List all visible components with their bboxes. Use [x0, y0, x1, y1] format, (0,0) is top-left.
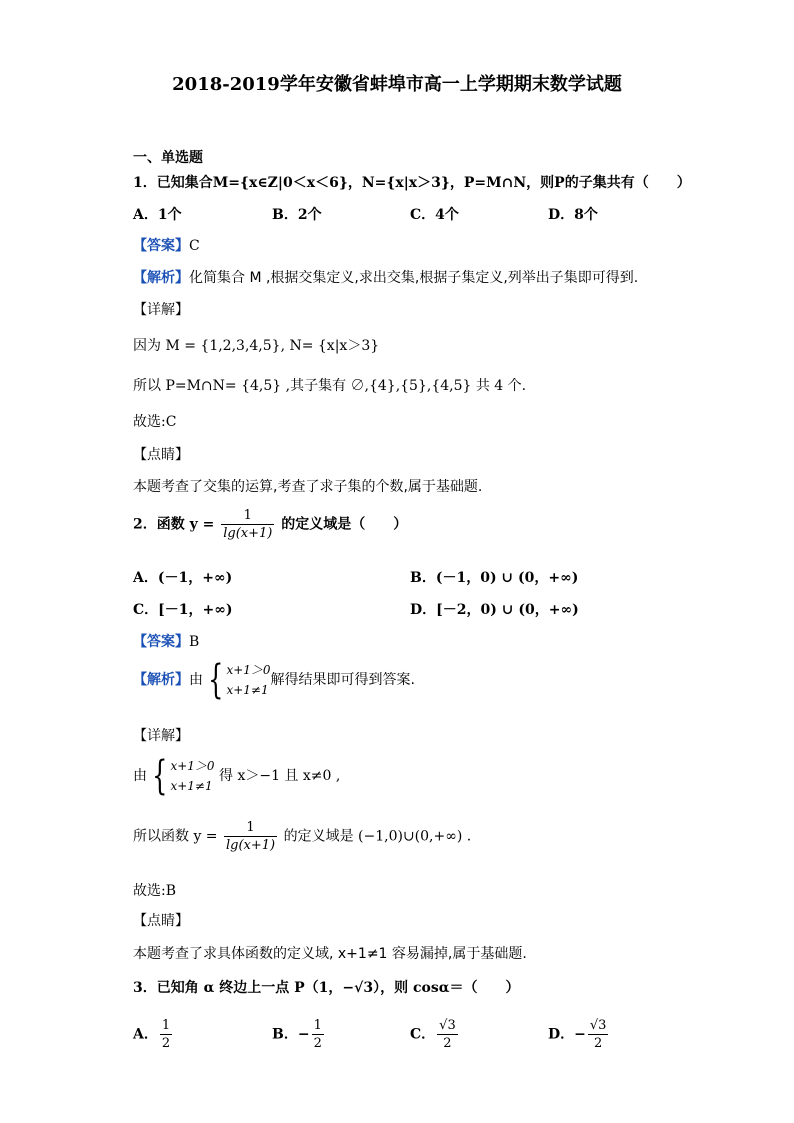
q1-detail-line1: 因为 M = {1,2,3,4,5}, N= {x|x＞3} — [133, 338, 380, 354]
q2-option-b: B．(－1，0) ∪ (0，+∞) — [410, 570, 579, 586]
q2-stem-pre: 2．函数 y = — [133, 516, 215, 533]
fraction-denominator: 2 — [588, 1034, 609, 1051]
q1-option-a: A．1个 — [133, 207, 182, 223]
left-brace: { — [152, 753, 168, 799]
answer-value: B — [189, 634, 200, 650]
q1-answer — [133, 235, 200, 255]
q1-option-d: D．8个 — [548, 207, 598, 223]
fraction-numerator: 1 — [313, 1018, 322, 1033]
q2-option-d: D．[－2，0) ∪ (0，+∞) — [410, 602, 579, 618]
option-fraction — [160, 1018, 172, 1051]
q2-option-c: C．[－1，+∞) — [133, 602, 233, 618]
option-label: D．− — [548, 1026, 586, 1043]
q3-option-c — [410, 1018, 460, 1051]
q1-stem: 1．已知集合M={x∈Z|0＜x＜6}，N={x|x＞3}，P=M∩N，则P的子集共有（ ） — [133, 175, 691, 191]
q2-option-a: A．(－1，+∞) — [133, 570, 233, 586]
option-label: C． — [410, 1026, 436, 1043]
fraction-numerator: √3 — [439, 1018, 456, 1033]
q1-analysis — [133, 267, 638, 287]
answer-tag: 【答案】 — [133, 238, 189, 254]
system-line-2: x+1≠1 — [226, 683, 269, 697]
system-line-1: x+1＞0 — [170, 759, 215, 773]
q1-option-c: C．4个 — [410, 207, 459, 223]
q3-option-b — [272, 1018, 326, 1051]
q2-comment-tag: 【点睛】 — [133, 913, 189, 929]
option-fraction — [312, 1018, 324, 1051]
option-fraction — [588, 1018, 609, 1051]
q1-comment: 本题考查了交集的运算,考查了求子集的个数,属于基础题. — [133, 479, 483, 495]
fraction-denominator: 2 — [437, 1034, 458, 1051]
fraction-denominator: 2 — [313, 1036, 322, 1051]
fraction-numerator: √3 — [589, 1018, 607, 1033]
section-heading: 一、单选题 — [133, 150, 203, 166]
q1-comment-tag: 【点睛】 — [133, 447, 189, 463]
q2-detail-tag: 【详解】 — [133, 728, 189, 744]
analysis-post: 解得结果即可得到答案. — [270, 672, 415, 688]
domain-pre: 所以函数 y = — [133, 828, 218, 845]
q3-option-a — [133, 1018, 174, 1051]
fraction-numerator: 1 — [246, 820, 255, 835]
answer-value: C — [189, 238, 200, 254]
analysis-tag: 【解析】 — [133, 672, 189, 688]
analysis-pre: 由 — [189, 672, 203, 688]
fraction-denominator: 2 — [161, 1036, 171, 1051]
q3-option-d — [548, 1018, 610, 1051]
system-line-2: x+1≠1 — [170, 779, 213, 793]
q2-analysis — [133, 657, 415, 703]
q2-choose: 故选:B — [133, 883, 177, 899]
domain-post: 的定义域是 (−1,0)∪(0,+∞) . — [283, 828, 472, 845]
fraction-numerator: 1 — [161, 1018, 171, 1033]
option-fraction — [437, 1018, 458, 1051]
paper-title: 2018-2019学年安徽省蚌埠市高一上学期期末数学试题 — [172, 74, 622, 95]
q2-detail-line2 — [133, 820, 471, 853]
analysis-tag: 【解析】 — [133, 270, 189, 286]
answer-tag: 【答案】 — [133, 634, 189, 650]
q2-answer — [133, 631, 199, 651]
fraction-denominator: lg(x+1) — [226, 838, 276, 853]
fraction-denominator: lg(x+1) — [223, 526, 273, 541]
equation-system — [170, 756, 214, 796]
system-line-1: x+1＞0 — [226, 663, 271, 677]
q2-fraction — [221, 508, 274, 541]
fraction-numerator: 1 — [243, 508, 252, 523]
q2-stem — [133, 508, 407, 541]
equation-system — [226, 660, 270, 700]
analysis-text: 化简集合 M ,根据交集定义,求出交集,根据子集定义,列举出子集即可得到. — [189, 270, 639, 286]
q1-detail-line2: 所以 P=M∩N= {4,5} ,其子集有 ∅,{4},{5},{4,5} 共 4 个. — [133, 378, 527, 394]
q1-detail-tag: 【详解】 — [133, 302, 189, 318]
q2-detail-line1 — [133, 753, 341, 799]
detail-pre: 由 — [133, 768, 147, 784]
q2-comment: 本题考查了求具体函数的定义域, x+1≠1 容易漏掉,属于基础题. — [133, 946, 527, 962]
q1-choose: 故选:C — [133, 414, 177, 430]
q1-option-b: B．2个 — [272, 207, 322, 223]
left-brace: { — [208, 657, 224, 703]
detail-post: 得 x＞−1 且 x≠0 , — [219, 768, 341, 784]
option-label: B．− — [272, 1026, 310, 1043]
q2-fraction — [224, 820, 277, 853]
q3-stem: 3．已知角 α 终边上一点 P（1，−√3），则 cosα＝（ ） — [133, 980, 520, 996]
option-label: A． — [133, 1026, 158, 1043]
q2-stem-post: 的定义域是（ ） — [281, 516, 408, 533]
